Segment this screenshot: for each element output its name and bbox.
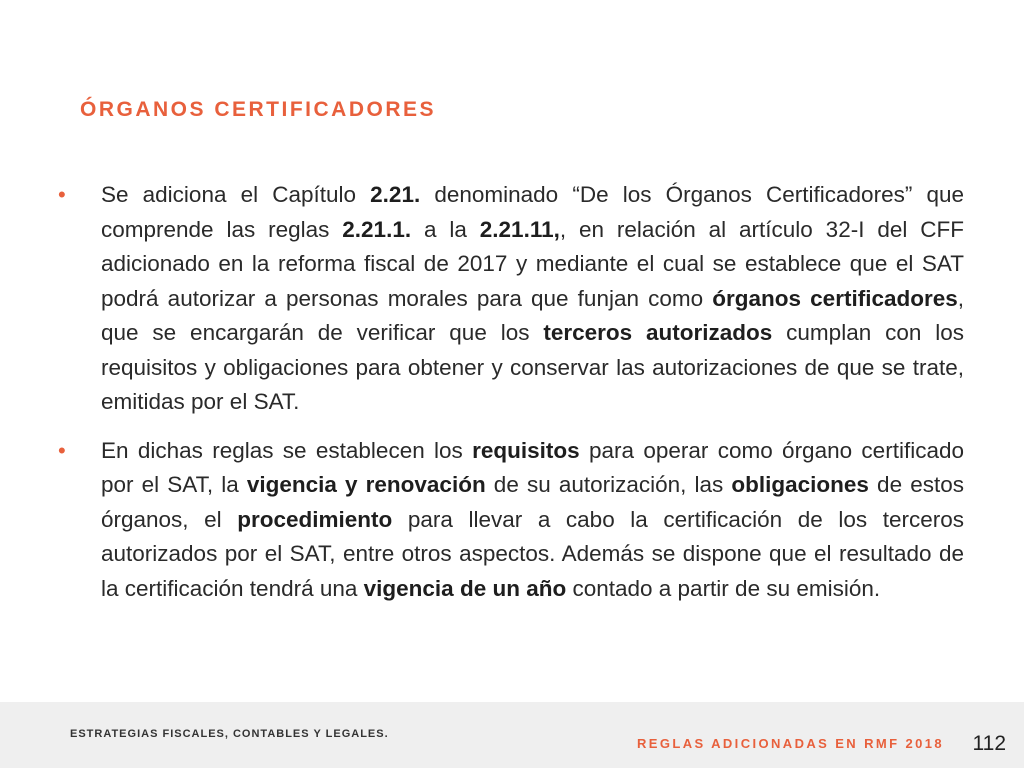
bullet-text-segment: cumplan con los requisitos y obligaciones para obtener y conservar las autorizaciones de que se trate, emitidas por el SAT. <box>101 320 965 414</box>
bullet-text-segment: En dichas reglas se establecen los <box>101 437 473 463</box>
bullet-dot-icon: • <box>58 182 66 207</box>
bullet-bold-segment: 2.21.11, <box>479 216 560 242</box>
bullet-bold-segment: procedimiento <box>237 506 393 532</box>
bullet-bold-segment: 2.21.1. <box>342 216 412 242</box>
bullet-item <box>58 178 964 420</box>
bullet-text-segment: a la <box>411 216 480 242</box>
page-number: 112 <box>972 732 1006 755</box>
bullet-item <box>58 434 964 607</box>
bullet-text-segment: , que se encargarán de verificar que los <box>101 285 965 345</box>
bullet-text-segment: de estos órganos, el <box>101 472 964 532</box>
bullet-bold-segment: vigencia y renovación <box>246 472 486 497</box>
bullet-text-segment: para llevar a cabo la certificación de los terceros autorizados por el SAT, entre otros aspectos. Además se dispone que el resultado de la certificación tendrá una <box>101 506 964 601</box>
slide-content <box>58 178 964 620</box>
bullet-bold-segment: 2.21. <box>370 182 421 207</box>
bullet-text-segment: de su autorización, las <box>485 472 732 497</box>
footer-section-title: REGLAS ADICIONADAS EN RMF 2018 <box>637 736 944 751</box>
bullet-bold-segment: órganos certificadores <box>712 285 958 311</box>
bullet-bold-segment: terceros autorizados <box>543 320 773 345</box>
bullet-dot-icon: • <box>58 437 66 463</box>
bullet-text-segment: , en relación al artículo 32-I del CFF adicionado en la reforma fiscal de 2017 y mediante el cual se establece que el SAT podrá autorizar a personas morales para que funjan como <box>101 216 964 311</box>
bullet-text-segment: contado a partir de su emisión. <box>566 575 881 601</box>
bullet-text-segment: denominado “De los Órganos Certificadores” que comprende las reglas <box>101 182 964 242</box>
bullet-text <box>101 438 964 601</box>
bullet-text-segment: para operar como órgano certificado por el SAT, la <box>101 437 964 497</box>
footer-company-tagline: ESTRATEGIAS FISCALES, CONTABLES Y LEGALES. <box>70 728 389 740</box>
bullet-text <box>101 182 964 414</box>
bullet-text-segment: Se adiciona el Capítulo <box>101 182 371 207</box>
slide-title: ÓRGANOS CERTIFICADORES <box>80 98 437 121</box>
footer-bar <box>0 702 1024 768</box>
bullet-bold-segment: requisitos <box>472 437 580 463</box>
bullet-bold-segment: obligaciones <box>731 472 869 497</box>
bullet-bold-segment: vigencia de un año <box>363 575 567 601</box>
